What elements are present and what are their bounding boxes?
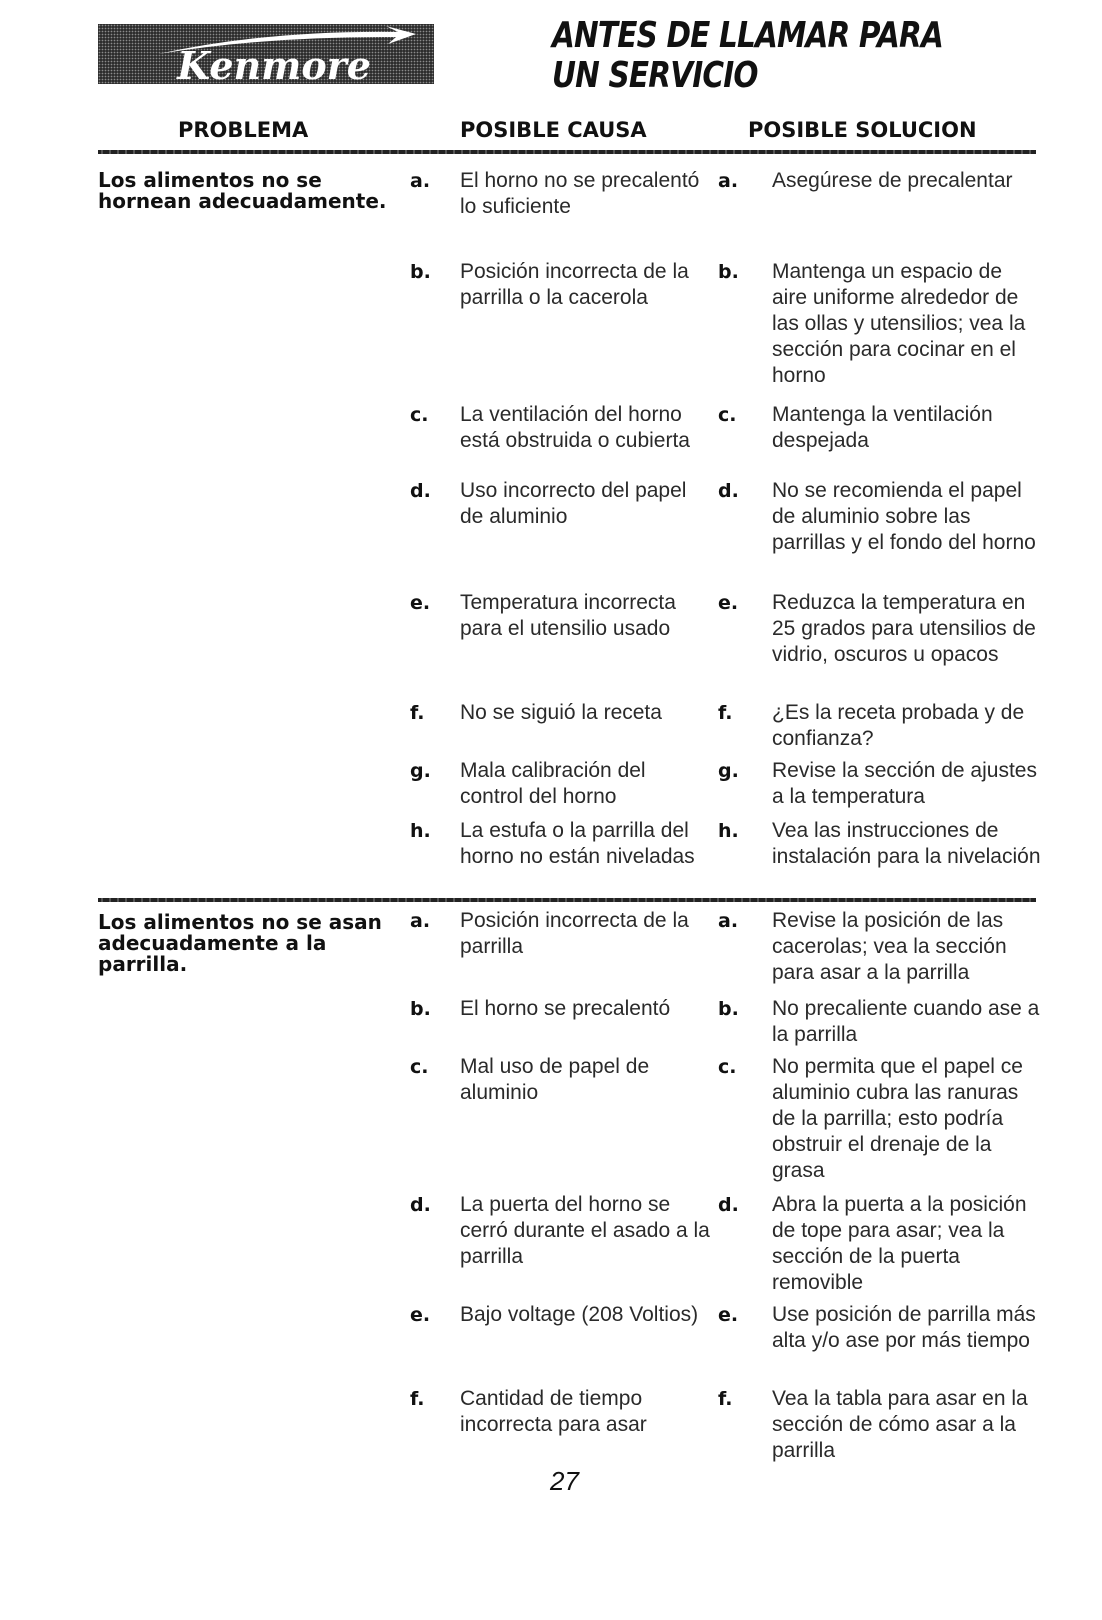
solution-text: Revise la posición de las cacerolas; vea la sección para asar a la parrilla bbox=[772, 909, 1007, 984]
solution-text: Asegúrese de precalentar bbox=[772, 169, 1013, 192]
svg-text:Kenmore: Kenmore bbox=[177, 43, 371, 84]
solution-letter: a. bbox=[718, 910, 739, 932]
cause-letter: d. bbox=[410, 480, 431, 502]
cause-text: Mal uso de papel de aluminio bbox=[460, 1055, 650, 1104]
header-cause: POSIBLE CAUSA bbox=[460, 118, 647, 142]
solution-letter: b. bbox=[718, 998, 739, 1020]
solution-text: Vea la tabla para asar en la sección de cómo asar a la parrilla bbox=[772, 1387, 1028, 1462]
problem-2: Los alimentos no se asan adecuadamente a la parrilla. bbox=[98, 910, 382, 976]
cause-text: Bajo voltage (208 Voltios) bbox=[460, 1303, 699, 1326]
cause-text: Uso incorrecto del papel de aluminio bbox=[460, 479, 687, 528]
cause-letter: b. bbox=[410, 261, 431, 283]
solution-text: No precaliente cuando ase a la parrilla bbox=[772, 997, 1040, 1046]
cause-letter: d. bbox=[410, 1194, 431, 1216]
cause-letter: c. bbox=[410, 404, 429, 426]
cause-letter: h. bbox=[410, 820, 431, 842]
cause-text: Posición incorrecta de la parrilla o la cacerola bbox=[460, 260, 689, 309]
solution-letter: c. bbox=[718, 404, 737, 426]
header-solution: POSIBLE SOLUCION bbox=[748, 118, 977, 142]
header-problem: PROBLEMA bbox=[178, 118, 309, 142]
solution-text: Mantenga un espacio de aire uniforme alrededor de las ollas y utensilios; vea la sección para cocinar en el horno bbox=[772, 260, 1026, 387]
cause-text: Mala calibración del control del horno bbox=[460, 759, 646, 808]
section-divider bbox=[98, 898, 1036, 902]
solution-text: No se recomienda el papel de aluminio sobre las parrillas y el fondo del horno bbox=[772, 479, 1036, 554]
cause-letter: a. bbox=[410, 910, 431, 932]
solution-text: Reduzca la temperatura en 25 grados para utensilios de vidrio, oscuros u opacos bbox=[772, 591, 1036, 666]
cause-letter: e. bbox=[410, 1304, 431, 1326]
cause-text: Cantidad de tiempo incorrecta para asar bbox=[460, 1387, 647, 1436]
solution-letter: b. bbox=[718, 261, 739, 283]
cause-letter: c. bbox=[410, 1056, 429, 1078]
solution-text: ¿Es la receta probada y de confianza? bbox=[772, 701, 1025, 750]
solution-letter: a. bbox=[718, 170, 739, 192]
cause-letter: e. bbox=[410, 592, 431, 614]
solution-letter: e. bbox=[718, 592, 739, 614]
header-divider bbox=[98, 150, 1036, 154]
cause-text: El horno no se precalentó lo suficiente bbox=[460, 169, 700, 218]
page-number: 27 bbox=[550, 1466, 579, 1496]
solution-text: No permita que el papel ce aluminio cubra las ranuras de la parrilla; esto podría obstruir el drenaje de la grasa bbox=[772, 1055, 1023, 1182]
cause-text: La estufa o la parrilla del horno no están niveladas bbox=[460, 819, 695, 868]
solution-letter: d. bbox=[718, 1194, 739, 1216]
solution-text: Use posición de parrilla más alta y/o ase por más tiempo bbox=[772, 1303, 1036, 1352]
cause-letter: g. bbox=[410, 760, 431, 782]
solution-letter: f. bbox=[718, 1388, 733, 1410]
problem-1: Los alimentos no se hornean adecuadamente. bbox=[98, 168, 387, 213]
solution-text: Revise la sección de ajustes a la temperatura bbox=[772, 759, 1037, 808]
solution-letter: f. bbox=[718, 702, 733, 724]
cause-text: El horno se precalentó bbox=[460, 997, 671, 1020]
cause-letter: f. bbox=[410, 1388, 425, 1410]
cause-text: La puerta del horno se cerró durante el asado a la parrilla bbox=[460, 1193, 710, 1268]
solution-letter: g. bbox=[718, 760, 739, 782]
cause-text: Posición incorrecta de la parrilla bbox=[460, 909, 689, 958]
solution-text: Abra la puerta a la posición de tope para asar; vea la sección de la puerta removible bbox=[772, 1193, 1027, 1294]
cause-text: Temperatura incorrecta para el utensilio usado bbox=[460, 591, 676, 640]
cause-letter: a. bbox=[410, 170, 431, 192]
kenmore-logo bbox=[98, 24, 434, 84]
solution-letter: h. bbox=[718, 820, 739, 842]
solution-letter: e. bbox=[718, 1304, 739, 1326]
cause-letter: b. bbox=[410, 998, 431, 1020]
cause-text: La ventilación del horno está obstruida o cubierta bbox=[460, 403, 690, 452]
solution-letter: d. bbox=[718, 480, 739, 502]
cause-letter: f. bbox=[410, 702, 425, 724]
cause-text: No se siguió la receta bbox=[460, 701, 662, 724]
solution-text: Mantenga la ventilación despejada bbox=[772, 403, 993, 452]
page-title: ANTES DE LLAMAR PARA UN SERVICIO bbox=[552, 15, 943, 96]
solution-text: Vea las instrucciones de instalación para la nivelación bbox=[772, 819, 1041, 868]
solution-letter: c. bbox=[718, 1056, 737, 1078]
